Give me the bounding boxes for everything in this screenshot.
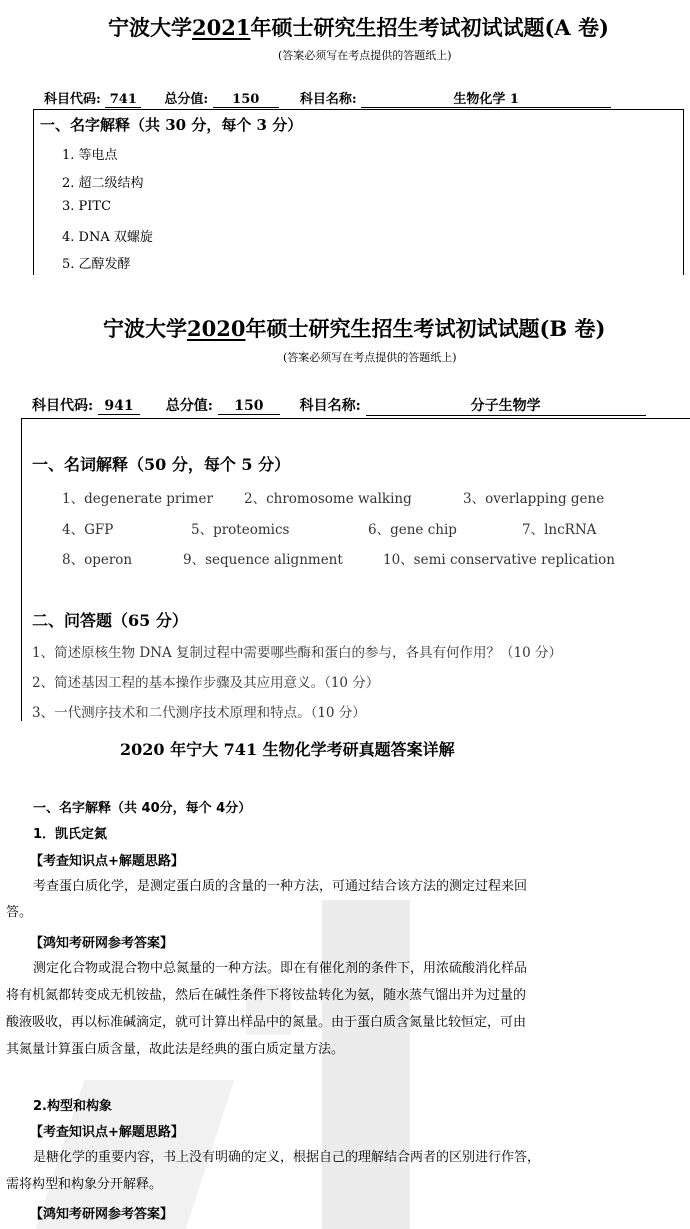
exam-b-term: 10、semi conservative replication bbox=[383, 552, 615, 568]
exam-b-code-label: 科目代码: bbox=[32, 398, 94, 414]
exam-b-section1: 一、名词解释（50 分，每个 5 分） bbox=[32, 455, 291, 474]
exam-b-name: 分子生物学 bbox=[366, 395, 646, 416]
exam-b-term: 7、lncRNA bbox=[522, 522, 597, 538]
exam-a-item: 2. 超二级结构 bbox=[62, 176, 144, 191]
exam-b-meta bbox=[32, 395, 646, 416]
q2-tag-kp: 【考查知识点+解题思路】 bbox=[30, 1125, 184, 1140]
exam-b-term: 6、gene chip bbox=[368, 522, 457, 538]
answer-section: 一、名字解释（共 40分，每个 4分） bbox=[33, 801, 252, 816]
exam-b-title-post: 年硕士研究生招生考试初试试题(B 卷) bbox=[245, 316, 606, 341]
exam-a-item: 1. 等电点 bbox=[62, 148, 118, 163]
exam-b-term: 2、chromosome walking bbox=[244, 491, 412, 507]
exam-b-score-label: 总分值: bbox=[165, 398, 213, 414]
exam-b-question: 3、一代测序技术和二代测序技术原理和特点。（10 分） bbox=[32, 705, 366, 721]
exam-a-name: 生物化学 1 bbox=[361, 88, 611, 108]
exam-b-question: 1、简述原核生物 DNA 复制过程中需要哪些酶和蛋白的参与，各具有何作用？（10 分） bbox=[32, 645, 563, 661]
q1-kp-line: 考查蛋白质化学，是测定蛋白质的含量的一种方法，可通过结合该方法的测定过程来回 bbox=[33, 879, 528, 894]
q1-title: 1．凯氏定氮 bbox=[33, 827, 108, 842]
q1-ans-line: 其氮量计算蛋白质含量，故此法是经典的蛋白质定量方法。 bbox=[6, 1042, 345, 1057]
exam-b-name-label: 科目名称: bbox=[299, 398, 361, 414]
q2-tag-ans: 【鸿知考研网参考答案】 bbox=[30, 1207, 174, 1222]
exam-a-item: 4. DNA 双螺旋 bbox=[62, 230, 153, 245]
exam-a-item: 3. PITC bbox=[62, 199, 112, 214]
exam-b-term: 3、overlapping gene bbox=[463, 491, 605, 507]
q2-kp-line: 需将构型和构象分开解释。 bbox=[6, 1177, 163, 1192]
exam-a-item: 5. 乙醇发酵 bbox=[62, 257, 131, 272]
exam-b-term: 9、sequence alignment bbox=[183, 552, 343, 568]
exam-a-code: 741 bbox=[105, 92, 141, 108]
exam-a-title-pre: 宁波大学 bbox=[108, 15, 192, 40]
q2-kp-line: 是糖化学的重要内容，书上没有明确的定义，根据自己的理解结合两者的区别进行作答， bbox=[33, 1150, 541, 1165]
exam-b-question: 2、简述基因工程的基本操作步骤及其应用意义。（10 分） bbox=[32, 675, 380, 691]
exam-a-note: (答案必须写在考点提供的答题纸上) bbox=[278, 49, 452, 62]
exam-b-term: 5、proteomics bbox=[191, 522, 290, 538]
exam-a-name-label: 科目名称: bbox=[299, 92, 357, 107]
exam-b-note: (答案必须写在考点提供的答题纸上) bbox=[283, 351, 457, 364]
exam-b-term: 1、degenerate primer bbox=[62, 491, 213, 507]
exam-b-score: 150 bbox=[218, 398, 280, 415]
q1-ans-line: 测定化合物或混合物中总氮量的一种方法。即在有催化剂的条件下，用浓硫酸消化样品 bbox=[33, 961, 528, 976]
q1-tag-ans: 【鸿知考研网参考答案】 bbox=[30, 936, 174, 951]
exam-a-score: 150 bbox=[213, 92, 279, 108]
q1-ans-line: 酸液吸收，再以标准碱滴定，就可计算出样品中的氮量。由于蛋白质含氮量比较恒定，可由 bbox=[6, 1015, 527, 1030]
exam-b-section2: 二、问答题（65 分） bbox=[32, 611, 188, 630]
exam-a-title bbox=[108, 12, 609, 42]
q1-kp-line: 答。 bbox=[6, 905, 33, 920]
q1-ans-line: 将有机氮都转变成无机铵盐，然后在碱性条件下将铵盐转化为氨，随水蒸气馏出并为过量的 bbox=[6, 988, 527, 1003]
exam-a-code-label: 科目代码: bbox=[44, 92, 101, 107]
exam-b-year: 2020 bbox=[187, 316, 246, 341]
exam-b-term: 8、operon bbox=[62, 552, 133, 568]
exam-a-section1: 一、名字解释（共 30 分，每个 3 分） bbox=[40, 116, 303, 134]
exam-b-term: 4、GFP bbox=[62, 522, 114, 538]
exam-b-title-pre: 宁波大学 bbox=[103, 316, 187, 341]
exam-b-code: 941 bbox=[98, 398, 140, 415]
watermark-bar bbox=[322, 900, 410, 1229]
exam-b-title bbox=[103, 313, 605, 343]
exam-a-title-post: 年硕士研究生招生考试初试试题(A 卷) bbox=[250, 15, 609, 40]
exam-a-year: 2021 bbox=[192, 15, 251, 40]
answer-title: 2020 年宁大 741 生物化学考研真题答案详解 bbox=[120, 740, 455, 759]
exam-a-score-label: 总分值: bbox=[164, 92, 209, 107]
q2-title: 2.构型和构象 bbox=[33, 1099, 112, 1114]
exam-a-meta bbox=[44, 88, 611, 108]
q1-tag-kp: 【考查知识点+解题思路】 bbox=[30, 854, 184, 869]
